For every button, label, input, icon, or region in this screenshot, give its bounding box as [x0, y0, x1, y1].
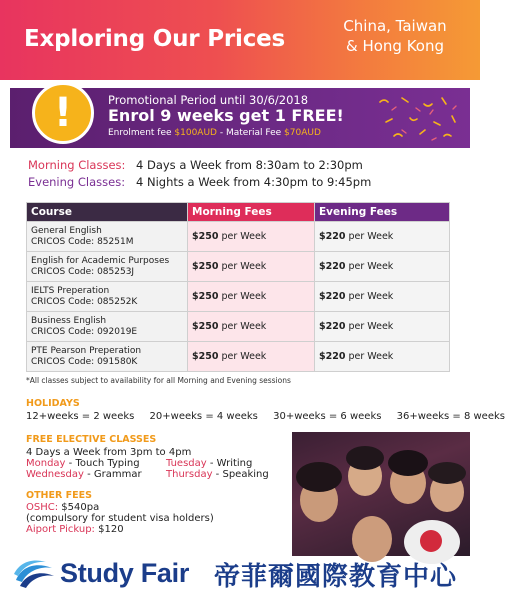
elective-item	[166, 458, 306, 469]
holiday-item: 30+weeks = 6 weeks	[273, 411, 382, 422]
fee-prefix: Enrolment fee	[108, 128, 175, 138]
morning-schedule-row	[28, 158, 371, 175]
evening-value: 4 Nights a Week from 4:30pm to 9:45pm	[136, 175, 372, 189]
student-hair	[388, 450, 428, 476]
fee-unit: per Week	[218, 351, 267, 362]
page-title: Exploring Our Prices	[24, 26, 286, 52]
elective-subject: - Writing	[206, 458, 253, 469]
flag-sun	[420, 530, 442, 552]
course-cell	[27, 222, 188, 252]
morning-fee: $250	[192, 261, 219, 272]
evening-fee-cell	[315, 342, 450, 372]
fee-unit: per Week	[345, 231, 394, 242]
header-banner	[0, 0, 480, 80]
evening-fee: $220	[319, 231, 346, 242]
evening-fee-cell	[315, 252, 450, 282]
study-fair-logo-icon	[12, 556, 58, 594]
brand-chinese-name: 帝菲爾國際教育中心	[214, 562, 458, 592]
elective-summary: 4 Days a Week from 3pm to 4pm	[26, 447, 192, 458]
student-hair	[296, 462, 342, 492]
confetti-decoration-icon	[372, 92, 462, 144]
evening-label: Evening Classes:	[28, 175, 126, 189]
course-cell	[27, 252, 188, 282]
morning-fee: $250	[192, 321, 219, 332]
cricos-code: CRICOS Code: 85251M	[31, 236, 134, 247]
course-name: English for Academic Purposes	[31, 255, 170, 266]
course-cell	[27, 342, 188, 372]
evening-schedule-row	[28, 175, 371, 192]
promo-banner	[10, 88, 470, 148]
elective-title: FREE ELECTIVE CLASSES	[26, 434, 157, 445]
elective-item	[166, 469, 306, 480]
morning-fee: $250	[192, 231, 219, 242]
fee-unit: per Week	[345, 291, 394, 302]
course-name: IELTS Preperation	[31, 285, 110, 296]
pickup-label: Aiport Pickup:	[26, 524, 99, 535]
evening-fee-cell	[315, 312, 450, 342]
elective-subject: - Touch Typing	[65, 458, 140, 469]
other-fees	[26, 502, 214, 535]
morning-fee-cell	[188, 342, 315, 372]
fee-unit: per Week	[218, 291, 267, 302]
evening-fee: $220	[319, 321, 346, 332]
course-name: Business English	[31, 315, 107, 326]
oshc-label: OSHC:	[26, 502, 62, 513]
morning-value: 4 Days a Week from 8:30am to 2:30pm	[136, 158, 363, 172]
region-label	[330, 16, 460, 56]
cricos-code: CRICOS Code: 091580K	[31, 356, 138, 367]
oshc-note: (compulsory for student visa holders)	[26, 513, 214, 524]
student-hair	[428, 462, 466, 484]
elective-day: Monday	[26, 458, 66, 469]
elective-day: Wednesday	[26, 469, 84, 480]
course-name: General English	[31, 225, 102, 236]
material-fee: $70AUD	[284, 128, 321, 138]
holiday-item: 12+weeks = 2 weeks	[26, 411, 135, 422]
fees-table	[26, 202, 450, 372]
elective-grid	[26, 458, 306, 480]
morning-fee: $250	[192, 351, 219, 362]
region-line-1: China, Taiwan	[343, 17, 447, 35]
holiday-item: 20+weeks = 4 weeks	[149, 411, 258, 422]
elective-subject: - Grammar	[83, 469, 142, 480]
elective-day: Thursday	[166, 469, 213, 480]
enrolment-fee: $100AUD	[174, 128, 217, 138]
elective-item	[26, 469, 166, 480]
header-morning-fees: Morning Fees	[188, 203, 315, 222]
evening-fee: $220	[319, 351, 346, 362]
pickup-row	[26, 524, 214, 535]
elective-subject: - Speaking	[212, 469, 269, 480]
evening-fee-cell	[315, 222, 450, 252]
fee-unit: per Week	[345, 351, 394, 362]
region-line-2: & Hong Kong	[345, 37, 444, 55]
exclamation-icon: !	[32, 82, 94, 144]
morning-fee-cell	[188, 312, 315, 342]
table-row	[27, 342, 450, 372]
brand-name: Study Fair	[60, 558, 190, 588]
table-row	[27, 282, 450, 312]
elective-item	[26, 458, 166, 469]
table-row	[27, 312, 450, 342]
evening-fee: $220	[319, 291, 346, 302]
morning-label: Morning Classes:	[28, 158, 126, 172]
promo-offer: Enrol 9 weeks get 1 FREE!	[108, 106, 344, 125]
elective-day: Tuesday	[166, 458, 207, 469]
promo-period: Promotional Period until 30/6/2018	[108, 93, 309, 107]
morning-fee-cell	[188, 222, 315, 252]
fee-unit: per Week	[218, 231, 267, 242]
fee-unit: per Week	[218, 321, 267, 332]
holidays-list	[26, 411, 517, 422]
oshc-row	[26, 502, 214, 513]
cricos-code: CRICOS Code: 092019E	[31, 326, 138, 337]
morning-fee-cell	[188, 252, 315, 282]
fee-unit: per Week	[345, 261, 394, 272]
availability-note: *All classes subject to availability for all Morning and Evening sessions	[26, 376, 291, 385]
fee-unit: per Week	[218, 261, 267, 272]
class-schedule	[28, 158, 371, 192]
footer	[0, 550, 480, 600]
oshc-value: $540pa	[61, 502, 100, 513]
elective-classes	[26, 447, 306, 480]
fee-unit: per Week	[345, 321, 394, 332]
table-row	[27, 222, 450, 252]
promo-fees	[108, 128, 321, 138]
student-hair	[346, 446, 384, 470]
table-row	[27, 252, 450, 282]
table-header-row	[27, 203, 450, 222]
cricos-code: CRICOS Code: 085253J	[31, 266, 135, 277]
course-cell	[27, 282, 188, 312]
students-photo	[292, 432, 470, 556]
morning-fee: $250	[192, 291, 219, 302]
course-cell	[27, 312, 188, 342]
cricos-code: CRICOS Code: 085252K	[31, 296, 138, 307]
header-course: Course	[27, 203, 188, 222]
evening-fee-cell	[315, 282, 450, 312]
holidays-title: HOLIDAYS	[26, 398, 80, 409]
holiday-item: 36+weeks = 8 weeks	[396, 411, 505, 422]
pickup-value: $120	[98, 524, 124, 535]
evening-fee: $220	[319, 261, 346, 272]
other-fees-title: OTHER FEES	[26, 490, 92, 501]
morning-fee-cell	[188, 282, 315, 312]
fee-sep: - Material Fee	[217, 128, 285, 138]
header-evening-fees: Evening Fees	[315, 203, 450, 222]
course-name: PTE Pearson Preperation	[31, 345, 142, 356]
